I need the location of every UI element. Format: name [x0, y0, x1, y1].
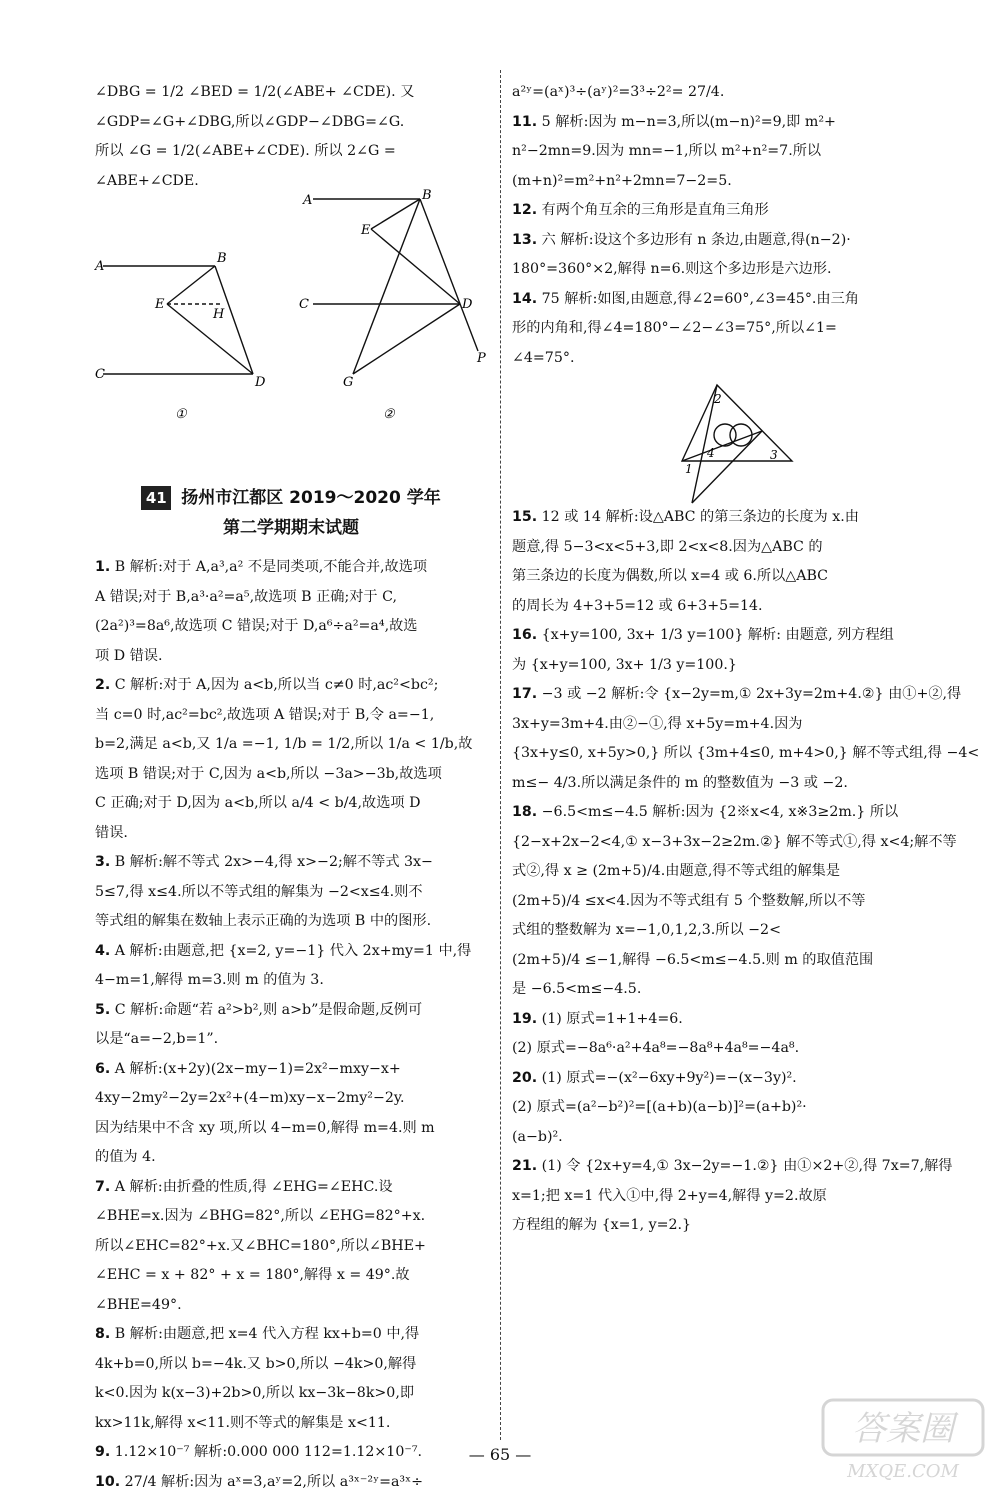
answer-line: [512, 562, 934, 592]
answer-line: [512, 1123, 934, 1153]
answer-text: 27/4 解析:因为 aˣ=3,aʸ=2,所以 a³ˣ⁻²ʸ=a³ˣ÷: [125, 1474, 423, 1490]
answer-line: [512, 285, 934, 315]
label2-D: D: [461, 297, 473, 312]
answer-text: k<0.因为 k(x−3)+2b>0,所以 kx−3k−8k>0,即: [95, 1385, 414, 1401]
answer-line: [512, 739, 934, 769]
question-number: 5.: [95, 1002, 110, 1018]
answer-line: [95, 1025, 487, 1055]
figure-1: [103, 266, 253, 374]
answer-line: [95, 1320, 487, 1350]
answer-line: [95, 1055, 487, 1085]
label2-G: G: [343, 375, 353, 390]
answer-text: 4xy−2my²−2y=2x²+(4−m)xy−x−2my²−2y.: [95, 1090, 405, 1106]
answer-text: {2−x+2x−2<4,① x−3+3x−2≥2m.②} 解不等式①,得 x<4;解不等: [512, 834, 957, 850]
answer-text: 当 c=0 时,ac²=bc²,故选项 A 错误;对于 B,令 a=−1,: [95, 707, 434, 723]
answer-text: ∠BHE=x.因为 ∠BHG=82°,所以 ∠EHG=82°+x.: [95, 1208, 425, 1224]
label-E: E: [154, 297, 165, 312]
answer-line: [95, 819, 487, 849]
answer-line: [512, 651, 934, 681]
answer-item: [95, 553, 487, 671]
answer-text: a²ʸ=(aˣ)³÷(aʸ)²=3³÷2²= 27/4.: [512, 84, 724, 100]
answer-text: kx>11k,解得 x<11.则不等式的解集是 x<11.: [95, 1415, 390, 1431]
answer-text: ∠4=75°.: [512, 350, 574, 366]
answer-text: 六 解析:设这个多边形有 n 条边,由题意,得(n−2)·: [542, 232, 851, 248]
angle-label-3: 3: [770, 448, 778, 462]
question-number: 17.: [512, 686, 537, 702]
answer-line: [512, 769, 934, 799]
answer-line: [95, 1409, 487, 1439]
question-number: 20.: [512, 1070, 537, 1086]
answer-text: 3x+y=3m+4.由②−①,得 x+5y=m+4.因为: [512, 716, 802, 732]
answer-line: [512, 946, 934, 976]
section-heading: [95, 483, 487, 543]
answer-item: [512, 1005, 934, 1064]
answer-text: (2) 原式=−8a⁶·a²+4a⁸=−8a⁸+4a⁸=−4a⁸.: [512, 1040, 799, 1056]
right-column: [512, 78, 934, 1241]
answer-line: [512, 857, 934, 887]
question-number: 6.: [95, 1061, 110, 1077]
answer-item: [95, 1173, 487, 1321]
answer-line: [95, 1202, 487, 1232]
intro-solution: [95, 78, 487, 196]
answer-text: ∠BHE=49°.: [95, 1297, 182, 1313]
answer-text: b=2,满足 a<b,又 1/a =−1, 1/b = 1/2,所以 1/a < 1/b,故: [95, 736, 472, 752]
answer-item: [512, 226, 934, 285]
question-number: 2.: [95, 677, 110, 693]
answer-text: 错误.: [95, 825, 128, 841]
answer-line: [512, 916, 934, 946]
angle-label-1: 1: [685, 462, 693, 476]
answer-line: [512, 1182, 934, 1212]
answer-line: [95, 1291, 487, 1321]
answer-line: [512, 621, 934, 651]
answer-line: [512, 1064, 934, 1094]
section-title-line2: 第二学期期末试题: [95, 513, 487, 543]
answer-line: [95, 553, 487, 583]
label-C: C: [95, 367, 105, 382]
answer-line: [95, 848, 487, 878]
caption-1: ①: [175, 407, 188, 422]
answer-text: (2) 原式=(a²−b²)²=[(a+b)(a−b)]²=(a+b)²·: [512, 1099, 807, 1115]
watermark-text: 答案圈: [852, 1409, 959, 1449]
intro-line: ∠ABE+∠CDE.: [95, 167, 487, 197]
answer-line: [512, 137, 934, 167]
question-number: 13.: [512, 232, 537, 248]
answer-text: 4−m=1,解得 m=3.则 m 的值为 3.: [95, 972, 324, 988]
answer-line: [512, 255, 934, 285]
intro-line: 所以 ∠G = 1/2(∠ABE+∠CDE). 所以 2∠G =: [95, 137, 487, 167]
right-answer-list: [512, 78, 934, 373]
answer-text: 式②,得 x ≥ (2m+5)/4.由题意,得不等式组的解集是: [512, 863, 840, 879]
question-number: 15.: [512, 509, 537, 525]
question-number: 4.: [95, 943, 110, 959]
answer-line: [512, 314, 934, 344]
answer-line: [512, 533, 934, 563]
question-number: 11.: [512, 114, 537, 130]
answer-item: [512, 798, 934, 1005]
answer-text: 所以∠EHC=82°+x.又∠BHC=180°,所以∠BHE+: [95, 1238, 426, 1254]
label2-A: A: [302, 193, 312, 208]
answer-text: A 解析:(x+2y)(2x−my−1)=2x²−mxy−x+: [115, 1061, 401, 1077]
answer-text: m≤− 4/3.所以满足条件的 m 的整数值为 −3 或 −2.: [512, 775, 848, 791]
answer-text: 方程组的解为 {x=1, y=2.}: [512, 1217, 691, 1233]
answer-text: 12 或 14 解析:设△ABC 的第三条边的长度为 x.由: [542, 509, 859, 525]
triangle-diagram: [512, 373, 934, 503]
answer-text: (2m+5)/4 ≤−1,解得 −6.5<m≤−4.5.则 m 的取值范围: [512, 952, 873, 968]
answer-line: [512, 196, 934, 226]
answer-line: [95, 671, 487, 701]
answer-text: A 错误;对于 B,a³·a²=a⁵,故选项 B 正确;对于 C,: [95, 589, 397, 605]
answer-line: [512, 1152, 934, 1182]
answer-line: [512, 167, 934, 197]
answer-item: [95, 996, 487, 1055]
answer-text: C 解析:命题“若 a²>b²,则 a>b”是假命题,反例可: [115, 1002, 422, 1018]
answer-text: 形的内角和,得∠4=180°−∠2−∠3=75°,所以∠1=: [512, 320, 837, 336]
answer-text: 5 解析:因为 m−n=3,所以(m−n)²=9,即 m²+: [542, 114, 836, 130]
answer-text: n²−2mn=9.因为 mn=−1,所以 m²+n²=7.所以: [512, 143, 821, 159]
answer-text: (2a²)³=8a⁶,故选项 C 错误;对于 D,a⁶÷a²=a⁴,故选: [95, 618, 417, 634]
answer-text: (1) 原式=1+1+4=6.: [542, 1011, 683, 1027]
answer-item: [512, 621, 934, 680]
answer-text: 第三条边的长度为偶数,所以 x=4 或 6.所以△ABC: [512, 568, 828, 584]
answer-text: 1.12×10⁻⁷ 解析:0.000 000 112=1.12×10⁻⁷.: [115, 1444, 422, 1460]
label2-E: E: [360, 223, 371, 238]
answer-text: 选项 B 错误;对于 C,因为 a<b,所以 −3a>−3b,故选项: [95, 766, 442, 782]
answer-text: 式组的整数解为 x=−1,0,1,2,3.所以 −2<: [512, 922, 781, 938]
answer-line: [512, 1005, 934, 1035]
label2-B: B: [421, 188, 432, 203]
question-number: 10.: [95, 1474, 120, 1490]
question-number: 1.: [95, 559, 110, 575]
answer-item: [512, 78, 934, 108]
answer-text: −6.5<m≤−4.5 解析:因为 {2※x<4, x※3≥2m.} 所以: [542, 804, 899, 820]
answer-item: [512, 1064, 934, 1153]
answer-text: B 解析:由题意,把 x=4 代入方程 kx+b=0 中,得: [115, 1326, 419, 1342]
watermark-sub: MXQE.COM: [846, 1461, 959, 1482]
answer-line: [95, 907, 487, 937]
answer-text: (1) 令 {2x+y=4,① 3x−2y=−1.②} 由①×2+②,得 7x=7,解得: [542, 1158, 953, 1174]
answer-text: 是 −6.5<m≤−4.5.: [512, 981, 641, 997]
question-number: 3.: [95, 854, 110, 870]
question-number: 12.: [512, 202, 537, 218]
answer-line: [95, 730, 487, 760]
answer-item: [512, 108, 934, 197]
answer-line: [95, 996, 487, 1026]
answer-text: (m+n)²=m²+n²+2mn=7−2=5.: [512, 173, 732, 189]
answer-line: [95, 1232, 487, 1262]
answer-text: C 正确;对于 D,因为 a<b,所以 a/4 < b/4,故选项 D: [95, 795, 421, 811]
answer-line: [95, 966, 487, 996]
intro-line: ∠DBG = 1/2 ∠BED = 1/2(∠ABE+ ∠CDE). 又: [95, 78, 487, 108]
label-H: H: [212, 307, 225, 322]
answer-line: [95, 1084, 487, 1114]
answer-text: 因为结果中不含 xy 项,所以 4−m=0,解得 m=4.则 m: [95, 1120, 435, 1136]
answer-item: [95, 1055, 487, 1173]
answer-line: [512, 887, 934, 917]
answer-text: (1) 原式=−(x²−6xy+9y²)=−(x−3y)².: [542, 1070, 797, 1086]
question-number: 7.: [95, 1179, 110, 1195]
answer-line: [512, 503, 934, 533]
question-number: 14.: [512, 291, 537, 307]
answer-line: [512, 592, 934, 622]
answer-line: [95, 1143, 487, 1173]
answer-text: 等式组的解集在数轴上表示正确的为选项 B 中的图形.: [95, 913, 431, 929]
label-A: A: [94, 259, 104, 274]
answer-line: [512, 226, 934, 256]
answer-text: A 解析:由折叠的性质,得 ∠EHG=∠EHC.设: [115, 1179, 393, 1195]
answer-line: [512, 975, 934, 1005]
answer-item: [512, 503, 934, 621]
answer-item: [95, 671, 487, 848]
answer-line: [95, 1173, 487, 1203]
answer-item: [95, 1468, 487, 1497]
answer-text: 的值为 4.: [95, 1149, 156, 1165]
answer-text: −3 或 −2 解析:令 {x−2y=m,① 2x+3y=2m+4.②} 由①+②,得: [542, 686, 962, 702]
answer-text: 有两个角互余的三角形是直角三角形: [542, 202, 769, 218]
answer-text: 为 {x+y=100, 3x+ 1/3 y=100.}: [512, 657, 737, 673]
answer-line: [95, 789, 487, 819]
question-number: 18.: [512, 804, 537, 820]
answer-text: 5≤7,得 x≤4.所以不等式组的解集为 −2<x≤4.则不: [95, 884, 423, 900]
right-answer-list-2: [512, 503, 934, 1241]
answer-text: C 解析:对于 A,因为 a<b,所以当 c≠0 时,ac²<bc²;: [115, 677, 439, 693]
answer-line: [95, 642, 487, 672]
answer-text: (a−b)².: [512, 1129, 563, 1145]
question-number: 9.: [95, 1444, 110, 1460]
answer-item: [512, 285, 934, 374]
answer-line: [512, 798, 934, 828]
page-number: — 65 —: [0, 1445, 1000, 1464]
left-answer-list: [95, 553, 487, 1497]
question-number: 16.: [512, 627, 537, 643]
answer-line: [512, 78, 934, 108]
answer-text: (2m+5)/4 ≤x<4.因为不等式组有 5 个整数解,所以不等: [512, 893, 865, 909]
answer-line: [512, 680, 934, 710]
answer-line: [512, 828, 934, 858]
answer-line: [512, 1093, 934, 1123]
label-B: B: [216, 251, 227, 266]
answer-line: [512, 108, 934, 138]
answer-item: [95, 937, 487, 996]
question-number: 19.: [512, 1011, 537, 1027]
answer-line: [95, 1350, 487, 1380]
intro-line: ∠GDP=∠G+∠DBG,所以∠GDP−∠DBG=∠G.: [95, 108, 487, 138]
answer-line: [95, 701, 487, 731]
geometry-figures: [95, 196, 487, 471]
triangle-figure: [512, 373, 934, 503]
figure-2: [313, 199, 478, 374]
column-divider: [500, 70, 501, 1440]
left-column: [95, 78, 487, 1497]
figure-diagram: [95, 196, 487, 471]
answer-text: 的周长为 4+3+5=12 或 6+3+5=14.: [512, 598, 763, 614]
answer-text: B 解析:对于 A,a³,a² 不是同类项,不能合并,故选项: [115, 559, 427, 575]
answer-text: 项 D 错误.: [95, 648, 162, 664]
answer-text: 以是“a=−2,b=1”.: [95, 1031, 218, 1047]
answer-line: [512, 1034, 934, 1064]
angle-label-4: 4: [706, 446, 715, 460]
question-number: 8.: [95, 1326, 110, 1342]
answer-item: [95, 1320, 487, 1438]
label2-C: C: [299, 297, 309, 312]
answer-line: [95, 1261, 487, 1291]
answer-line: [95, 878, 487, 908]
answer-text: 180°=360°×2,解得 n=6.则这个多边形是六边形.: [512, 261, 832, 277]
answer-text: A 解析:由题意,把 {x=2, y=−1} 代入 2x+my=1 中,得: [115, 943, 472, 959]
answer-item: [512, 1152, 934, 1241]
answer-text: x=1;把 x=1 代入①中,得 2+y=4,解得 y=2.故原: [512, 1188, 827, 1204]
answer-text: {3x+y≤0, x+5y>0,} 所以 {3m+4≤0, m+4>0,} 解不等式组,得 −4<: [512, 745, 979, 761]
answer-line: [95, 1468, 487, 1497]
answer-text: 题意,得 5−3<x<5+3,即 2<x<8.因为△ABC 的: [512, 539, 823, 555]
answer-item: [512, 196, 934, 226]
answer-text: 75 解析:如图,由题意,得∠2=60°,∠3=45°.由三角: [542, 291, 859, 307]
answer-line: [95, 583, 487, 613]
answer-line: [512, 710, 934, 740]
answer-line: [95, 937, 487, 967]
caption-2: ②: [383, 407, 396, 422]
answer-line: [95, 1114, 487, 1144]
answer-line: [95, 612, 487, 642]
answer-text: 4k+b=0,所以 b=−4k.又 b>0,所以 −4k>0,解得: [95, 1356, 416, 1372]
section-badge: 41: [141, 486, 171, 510]
answer-text: B 解析:解不等式 2x>−4,得 x>−2;解不等式 3x−: [115, 854, 433, 870]
angle-label-2: 2: [713, 392, 722, 406]
answer-text: {x+y=100, 3x+ 1/3 y=100} 解析: 由题意, 列方程组: [542, 627, 894, 643]
answer-text: ∠EHC = x + 82° + x = 180°,解得 x = 49°.故: [95, 1267, 410, 1283]
answer-item: [512, 680, 934, 798]
answer-line: [512, 1211, 934, 1241]
question-number: 21.: [512, 1158, 537, 1174]
answer-line: [95, 1379, 487, 1409]
watermark-logo: [818, 1395, 988, 1485]
answer-line: [512, 344, 934, 374]
answer-item: [95, 848, 487, 937]
answer-line: [95, 760, 487, 790]
label-D: D: [254, 375, 266, 390]
label2-P: P: [476, 351, 486, 366]
section-title-line1: 扬州市江都区 2019～2020 学年: [181, 488, 440, 508]
